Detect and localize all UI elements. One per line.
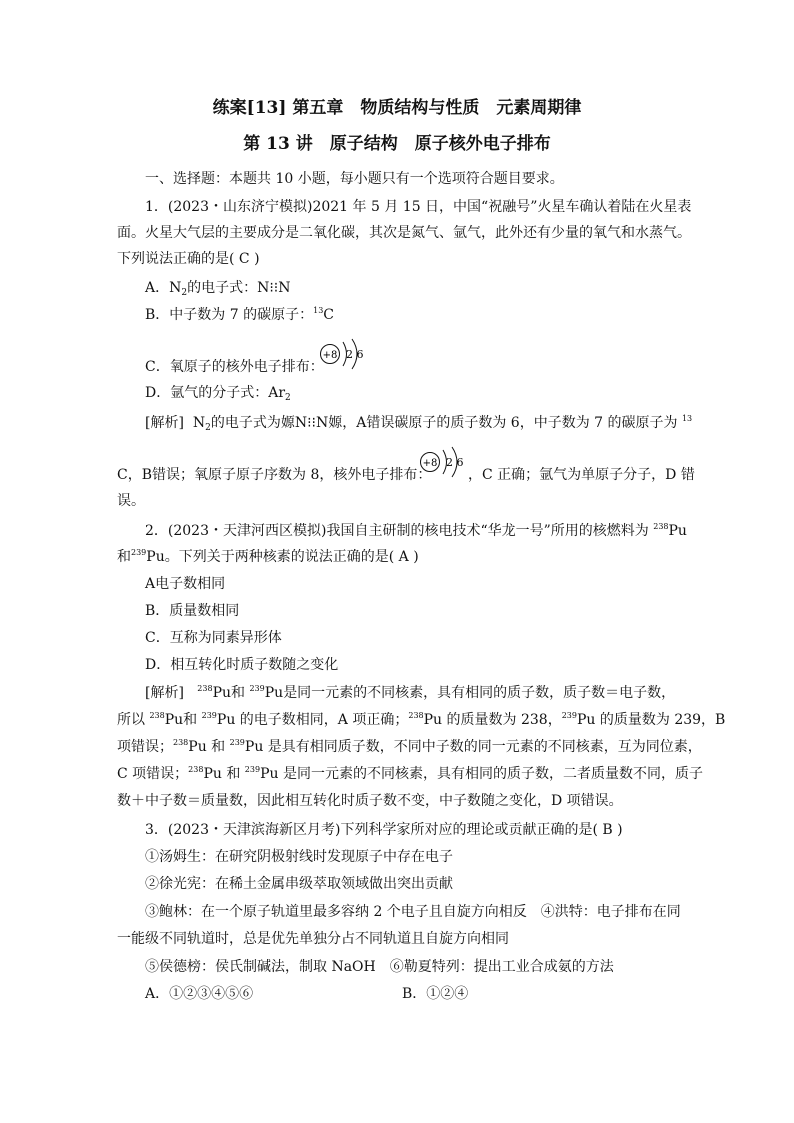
q1-option-d [145,383,291,403]
q1-option-b-sup: 13 [313,306,324,315]
q1-option-b [145,305,334,325]
q2-option-b: B．质量数相同 [145,603,240,619]
q1-option-a-pre: A．N [145,280,182,296]
q2-pu: Pu [668,523,687,539]
q2-explanation-line-2: 所以 $^{238}$Pu和 $^{239}$Pu 的电子数相同，A 项正确；$^{238}$Pu 的质量数为 238，$^{239}$Pu 的质量数为 239，B [117,711,726,728]
section-heading: 一、选择题：本题共 10 小题，每小题只有一个选项符合题目要求。 [145,171,564,187]
q3-item-5: ⑤侯德榜：侯氏制碱法，制取 NaOH ⑥勒夏特列：提出工业合成氨的方法 [145,959,614,975]
q2-option-c: C．互称为同素异形体 [145,630,282,646]
q1-exp-a-post: 的电子式为嫄N⁝⁝N嫄，A错误碳原子的质子数为 6，中子数为 7 的碳原子为 [210,415,678,431]
q3-option-b: B．①②④ [402,986,469,1002]
q1-option-a [145,278,291,298]
q3-item-3b: 一能级不同轨道时，总是优先单独分占不同轨道且自旋方向相同 [117,931,509,947]
q3-option-a: A．①②③④⑤⑥ [145,986,254,1002]
q3-item-3: ③鲍林：在一个原子轨道里最多容纳 2 个电子且自旋方向相反 ④洪特：电子排布在同 [145,904,681,920]
title-line-2: 第 13 讲 原子结构 原子核外电子排布 [243,134,551,154]
q1-stem-line-1: 1．(2023・山东济宁模拟)2021 年 5 月 15 日，中国“祝融号”火星车确认着陆在火星表 [145,199,692,215]
q1-option-a-sub: 2 [181,288,188,298]
atom-nucleus-2: +8 [422,458,438,469]
q1-option-b-post: C [323,307,335,323]
title-line-1: 练案[13] 第五章 物质结构与性质 元素周期律 [212,98,582,118]
q2-explanation-tag: [解析] [145,685,184,701]
oxygen-atom-diagram-2 [418,445,468,479]
q2-explanation-line-3: 项错误；$^{238}$Pu 和 $^{239}$Pu 是具有相同质子数，不同中子数的同一元素的不同核素，互为同位素， [117,738,702,755]
q2-pu-2: Pu [146,549,165,565]
q3-item-2: ②徐光宪：在稀土金属串级萃取领域做出突出贡献 [145,876,453,892]
q1-explanation-line-1 [145,413,692,433]
q2-stem-pre: 2．(2023・天津河西区模拟)我国自主研制的核电技术“华龙一号”所用的核燃料为 [145,523,649,539]
q1-explanation-tag: [解析] [145,415,184,431]
q2-option-a: A电子数相同 [145,576,226,592]
q1-stem-line-3: 下列说法正确的是( C ) [117,251,260,267]
q2-stem-line-1 [145,521,687,541]
atom-nucleus-1: +8 [322,350,338,361]
oxygen-atom-diagram-1 [318,337,368,371]
q1-exp-a-pre: N [192,415,206,431]
q2-option-d: D．相互转化时质子数随之变化 [145,657,339,673]
q1-option-b-pre: B．中子数为 7 的碳原子： [145,307,314,323]
q1-exp-c: 误。 [117,493,145,509]
q1-exp-a-sup: 13 [681,414,693,423]
q1-option-d-pre: D．氩气的分子式：Ar [145,385,286,401]
atom-shells-1: 2 6 [346,348,364,361]
q1-exp-b-post: ，C 正确；氩气为单原子分子，D 错 [468,467,695,483]
q2-stem-line-2 [117,547,419,567]
q1-option-c: C．氧原子的核外电子排布： [145,359,324,375]
q2-sup-239: 239 [131,548,147,557]
q1-option-d-sub: 2 [285,393,291,403]
q1-option-a-post: 的电子式：N⁝⁝N [187,280,291,296]
q2-explanation-line-5: 数＋中子数＝质量数，因此相互转化时质子数不变，中子数随之变化，D 项错误。 [117,793,623,809]
q1-exp-a-sub: 2 [205,423,211,433]
q1-exp-b-pre: C，B错误；氧原子原子序数为 8，核外电子排布： [117,467,432,483]
q2-explanation-line-1: [解析] $^{238}$Pu和 $^{239}$Pu是同一元素的不同核素，具有相同的质子数，质子数＝电子数， [145,684,676,701]
q3-stem: 3．(2023・天津滨海新区月考)下列科学家所对应的理论或贡献正确的是( B ) [145,822,623,838]
q2-explanation-line-4: C 项错误；$^{238}$Pu 和 $^{239}$Pu 是同一元素的不同核素，具有相同的质子数，二者质量数不同，质子 [117,765,703,782]
q2-stem-post: 。下列关于两种核素的说法正确的是( A ) [164,549,419,565]
atom-shells-2: 2 6 [446,456,464,469]
q3-item-1: ①汤姆生：在研究阴极射线时发现原子中存在电子 [145,849,453,865]
q2-stem-and: 和 [117,549,131,565]
q1-stem-line-2: 面。火星大气层的主要成分是二氧化碳，其次是氮气、氩气，此外还有少量的氧气和水蒸气。 [117,225,691,241]
q2-sup-238: 238 [653,522,669,531]
